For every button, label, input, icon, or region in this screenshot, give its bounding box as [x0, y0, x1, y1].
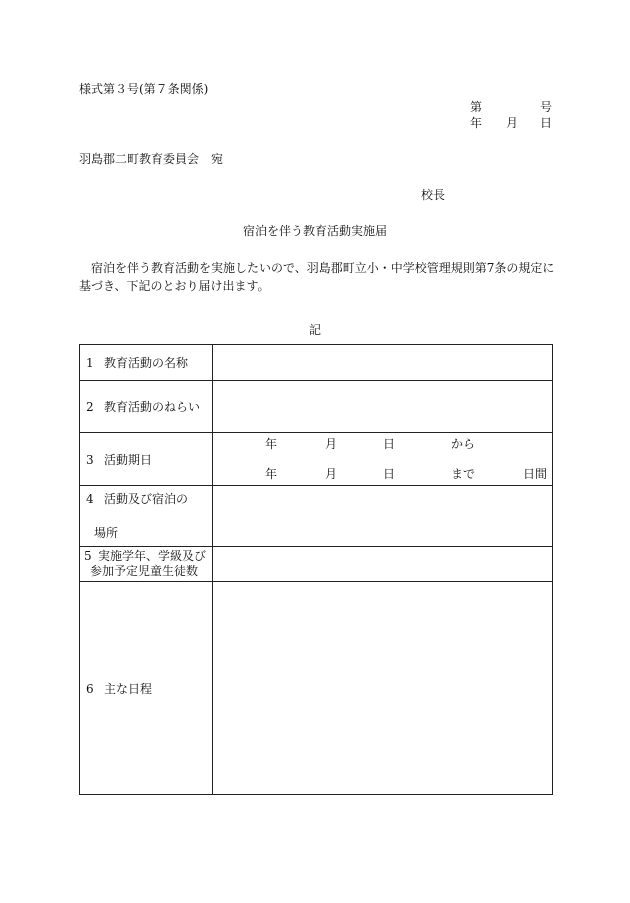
- document-body: 宿泊を伴う教育活動を実施したいので、羽島郡町立小・中学校管理規則第7条の規定に基づき、下記のとおり届け出ます。: [79, 261, 555, 293]
- row-number: 1: [86, 356, 94, 370]
- row-label-location: [80, 486, 213, 547]
- until-label: まで: [451, 467, 476, 481]
- table-row: [80, 345, 553, 381]
- location-field[interactable]: [213, 486, 553, 547]
- start-month-label: 月: [325, 437, 338, 451]
- date-month-label: 月: [506, 116, 519, 130]
- row-label-text: 教育活動のねらい: [104, 400, 201, 414]
- participants-field[interactable]: [213, 547, 553, 582]
- row-label-schedule: [80, 582, 213, 795]
- row-label-text: 活動期日: [104, 452, 153, 467]
- ki-heading: 記: [308, 323, 321, 337]
- row-label-participants: [80, 547, 213, 582]
- notification-table: [79, 344, 553, 795]
- end-day-label: 日: [383, 467, 396, 481]
- from-label: から: [451, 437, 476, 451]
- table-row: [80, 381, 553, 433]
- table-row: [80, 582, 553, 795]
- row-label-activity-name: [80, 345, 213, 381]
- row-label-text: 活動及び宿泊の: [104, 492, 189, 506]
- duration-days-label: 日間: [523, 467, 548, 481]
- table-row: [80, 547, 553, 582]
- row-label-activity-dates: [80, 433, 213, 486]
- principal-label: 校長: [421, 188, 446, 202]
- activity-dates-field[interactable]: [213, 433, 553, 486]
- row-label-text: 場所: [94, 526, 119, 540]
- row-number: 6: [86, 681, 94, 696]
- date-day-label: 日: [540, 116, 553, 130]
- row-number: 5: [84, 549, 92, 563]
- table-row: [80, 486, 553, 547]
- row-label-text: 主な日程: [104, 681, 153, 696]
- document-number-prefix: 第: [470, 100, 483, 114]
- row-label-text: 教育活動の名称: [104, 356, 189, 370]
- addressee: 羽島郡二町教育委員会 宛: [79, 152, 224, 166]
- activity-aim-field[interactable]: [213, 381, 553, 433]
- end-month-label: 月: [325, 467, 338, 481]
- row-label-text: 実施学年、学級及び: [98, 549, 207, 563]
- form-number: 様式第３号(第７条関係): [79, 82, 209, 96]
- end-year-label: 年: [265, 467, 278, 481]
- row-number: 2: [86, 400, 94, 414]
- row-number: 3: [86, 452, 94, 467]
- start-year-label: 年: [265, 437, 278, 451]
- date-year-label: 年: [470, 116, 483, 130]
- schedule-field[interactable]: [213, 582, 553, 795]
- activity-name-field[interactable]: [213, 345, 553, 381]
- start-day-label: 日: [383, 437, 396, 451]
- document-number-suffix: 号: [540, 100, 553, 114]
- row-number: 4: [86, 492, 94, 506]
- document-title: 宿泊を伴う教育活動実施届: [242, 224, 387, 238]
- row-label-activity-aim: [80, 381, 213, 433]
- row-label-text: 参加予定児童生徒数: [90, 564, 199, 578]
- table-row: [80, 433, 553, 486]
